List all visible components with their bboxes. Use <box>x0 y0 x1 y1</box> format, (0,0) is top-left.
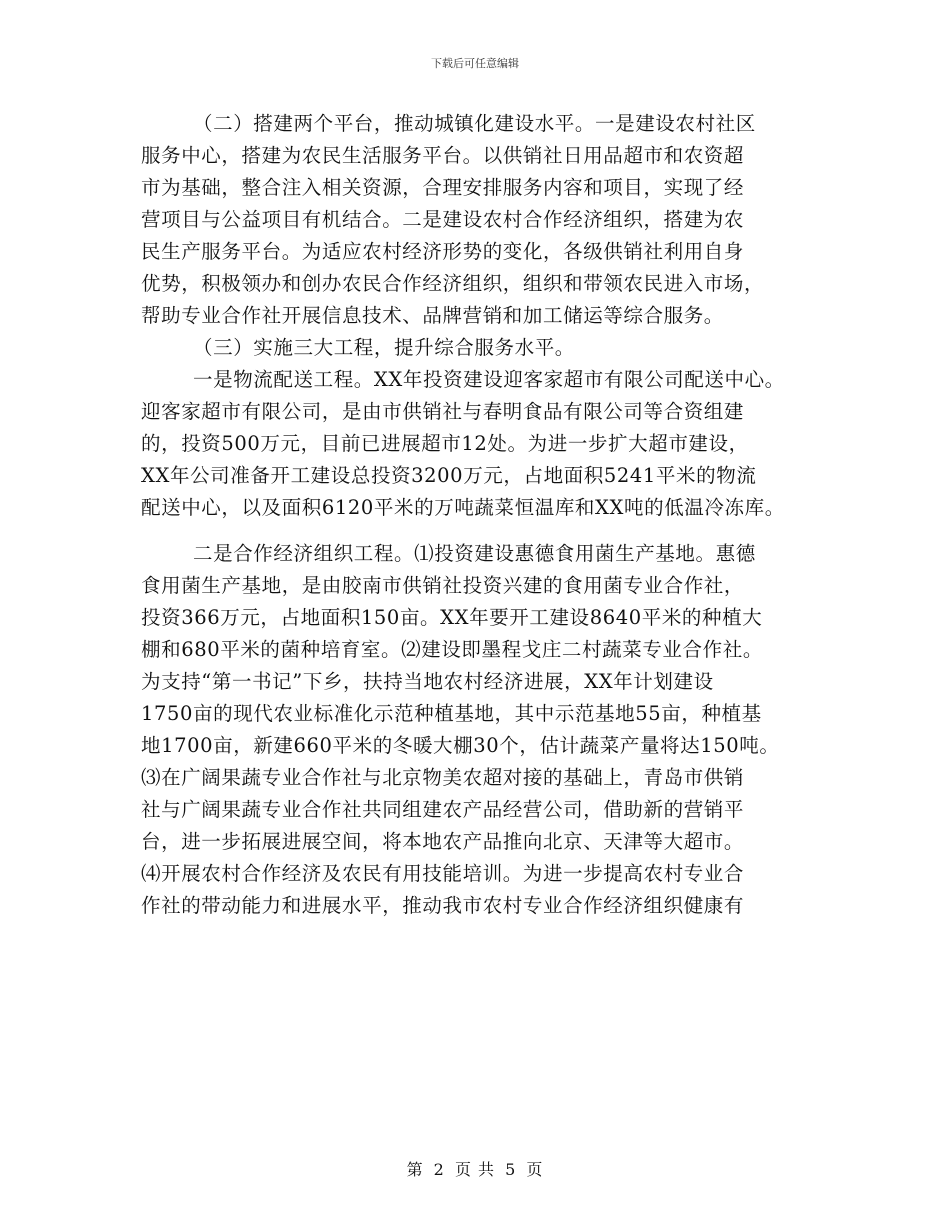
paragraph-line: XX年公司准备开工建设总投资3200万元，占地面积5241平米的物流 <box>141 464 757 487</box>
total-page-count: 5 <box>505 1160 517 1179</box>
paragraph-line: 食用菌生产基地，是由胶南市供销社投资兴建的食用菌专业合作社， <box>141 574 745 597</box>
paragraph-line: 地1700亩，新建660平米的冬暖大棚30个，估计蔬菜产量将达150吨。 <box>141 734 780 757</box>
paragraph-line: 民生产服务平台。为适应农村经济形势的变化，各级供销社利用自身 <box>141 240 745 263</box>
paragraph-line: （二）搭建两个平台，推动城镇化建设水平。一是建设农村社区 <box>193 112 756 135</box>
paragraph-line: 1750亩的现代农业标准化示范种植基地，其中示范基地55亩，种植基 <box>141 702 762 725</box>
paragraph-line: 配送中心，以及面积6120平米的万吨蔬菜恒温库和XX吨的低温冷冻库。 <box>141 496 785 519</box>
paragraph-line: ⑷开展农村合作经济及农民有用技能培训。为进一步提高农村专业合 <box>141 862 745 885</box>
paragraph-line: 棚和680平米的菌种培育室。⑵建设即墨程戈庄二村蔬菜专业合作社。 <box>141 638 763 661</box>
paragraph-line: ⑶在广阔果蔬专业合作社与北京物美农超对接的基础上，青岛市供销 <box>141 766 745 789</box>
current-page-number: 2 <box>433 1160 445 1179</box>
paragraph-line: 一是物流配送工程。XX年投资建设迎客家超市有限公司配送中心。 <box>193 368 785 391</box>
document-body <box>141 108 861 922</box>
footer-suffix: 页 <box>526 1160 544 1179</box>
paragraph-line: 营项目与公益项目有机结合。二是建设农村合作经济组织，搭建为农 <box>141 208 745 231</box>
footer-middle: 页 共 <box>454 1160 496 1179</box>
paragraph-line: 作社的带动能力和进展水平，推动我市农村专业合作经济组织健康有 <box>141 894 745 917</box>
paragraph-line: 二是合作经济组织工程。⑴投资建设惠德食用菌生产基地。惠德 <box>193 542 756 565</box>
paragraph-line: 投资366万元，占地面积150亩。XX年要开工建设8640平米的种植大 <box>141 606 763 629</box>
paragraph-line: 市为基础，整合注入相关资源，合理安排服务内容和项目，实现了经 <box>141 176 745 199</box>
footer-prefix: 第 <box>406 1160 424 1179</box>
page-header: 下载后可任意编辑 <box>431 57 519 70</box>
paragraph-line: 台，进一步拓展进展空间，将本地农产品推向北京、天津等大超市。 <box>141 830 745 853</box>
paragraph-line: 帮助专业合作社开展信息技术、品牌营销和加工储运等综合服务。 <box>141 304 724 327</box>
paragraph-line: 的，投资500万元，目前已进展超市12处。为进一步扩大超市建设， <box>141 432 749 455</box>
paragraph-line: 优势，积极领办和创办农民合作经济组织，组织和带领农民进入市场， <box>141 272 765 295</box>
paragraph-line: 为支持“第一书记”下乡，扶持当地农村经济进展，XX年计划建设 <box>141 670 714 693</box>
page-footer <box>0 1157 950 1180</box>
section-heading: （三）实施三大工程，提升综合服务水平。 <box>193 336 575 359</box>
paragraph-line: 服务中心，搭建为农民生活服务平台。以供销社日用品超市和农资超 <box>141 144 745 167</box>
paragraph-gap <box>141 524 861 538</box>
paragraph-line: 迎客家超市有限公司，是由市供销社与春明食品有限公司等合资组建 <box>141 400 745 423</box>
paragraph-line: 社与广阔果蔬专业合作社共同组建农产品经营公司，借助新的营销平 <box>141 798 745 821</box>
